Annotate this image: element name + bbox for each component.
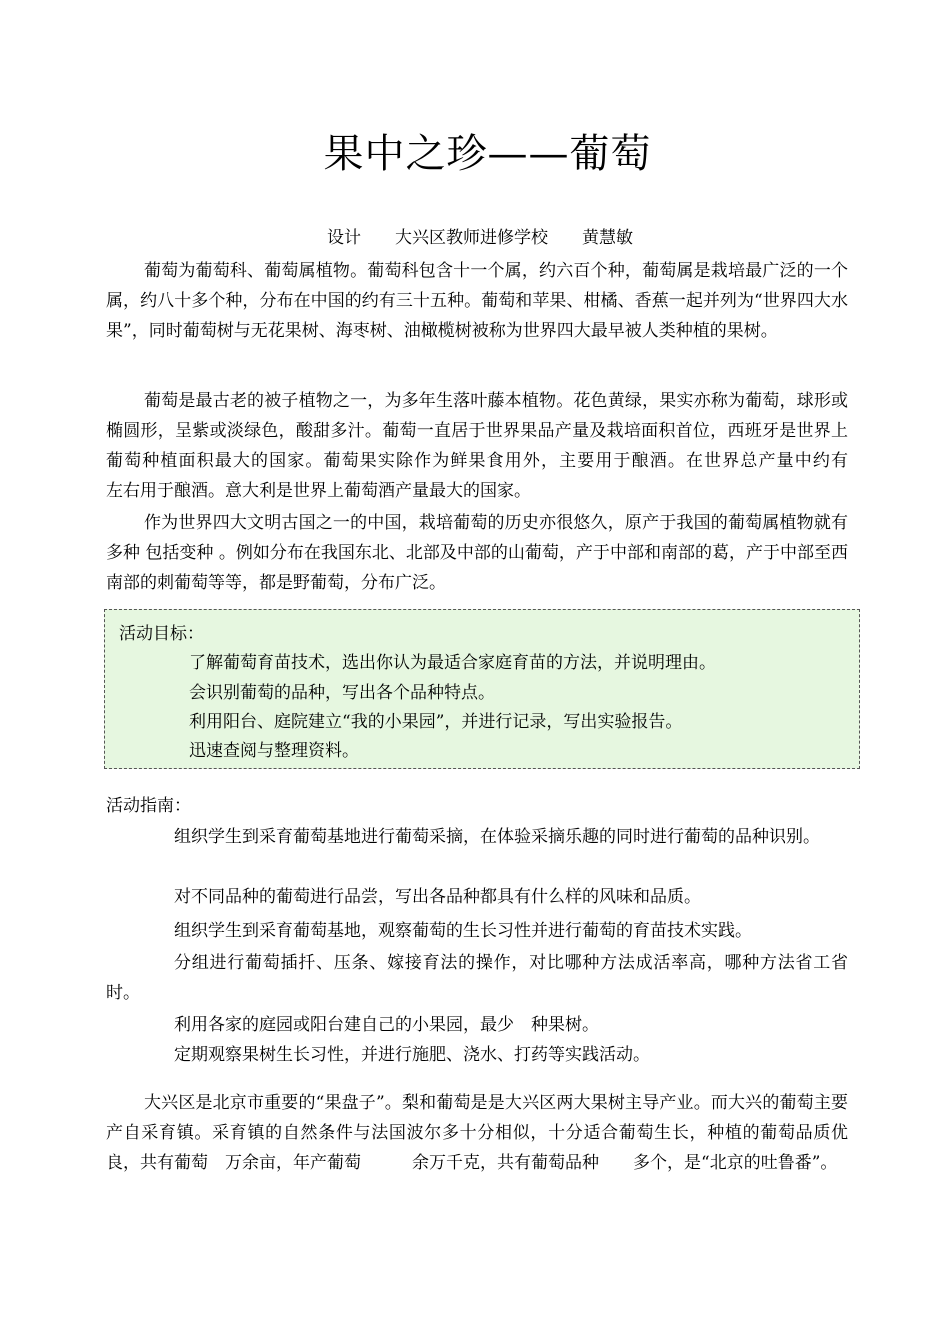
page-title: 果中之珍——葡萄: [323, 131, 652, 177]
guide-item: 组织学生到采育葡萄基地进行葡萄采摘，在体验采摘乐趣的同时进行葡萄的品种识别。: [174, 827, 820, 847]
author-byline: 设计 大兴区教师进修学校 黄慧敏: [327, 228, 633, 248]
goal-item: 利用阳台、庭院建立“我的小果园”，并进行记录，写出实验报告。: [189, 712, 683, 732]
activity-goals-box: [104, 609, 860, 769]
guide-item: 利用各家的庭园或阳台建自己的小果园，最少 种果树。: [174, 1015, 599, 1035]
guide-item: 定期观察果树生长习性，并进行施肥、浇水、打药等实践活动。: [174, 1045, 650, 1065]
intro-paragraph: 葡萄为葡萄科、葡萄属植物。葡萄科包含十一个属，约六百个种，葡萄属是栽培最广泛的一个属，约八十多个种，分布在中国的约有三十五种。葡萄和苹果、柑橘、香蕉一起并列为“世界四大水果”，同时葡萄树与无花果树、海枣树、油橄榄树被称为世界四大最早被人类种植的果树。: [106, 261, 848, 341]
goal-item: 会识别葡萄的品种，写出各个品种特点。: [189, 683, 495, 703]
botany-paragraph: 葡萄是最古老的被子植物之一，为多年生落叶藤本植物。花色黄绿，果实亦称为葡萄，球形或椭圆形，呈紫或淡绿色，酸甜多汁。葡萄一直居于世界果品产量及栽培面积首位，西班牙是世界上葡萄种植面积最大的国家。葡萄果实除作为鲜果食用外，主要用于酿酒。在世界总产量中约有 左右用于酿酒。意大利是世界上葡萄酒产量最大的国家。: [106, 391, 882, 501]
goal-item: 了解葡萄育苗技术，选出你认为最适合家庭育苗的方法，并说明理由。: [189, 653, 716, 673]
history-paragraph: 作为世界四大文明古国之一的中国，栽培葡萄的历史亦很悠久，原产于我国的葡萄属植物就有 多种 包括变种 。例如分布在我国东北、北部及中部的山葡萄，产于中部和南部的葛，产于中部至西南部的刺葡萄等等，都是野葡萄，分布广泛。: [106, 513, 882, 593]
closing-paragraph: 大兴区是北京市重要的“果盘子”。梨和葡萄是是大兴区两大果树主导产业。而大兴的葡萄主要产自采育镇。采育镇的自然条件与法国波尔多十分相似，十分适合葡萄生长，种植的葡萄品质优良，共有葡萄 万余亩，年产葡萄 余万千克，共有葡萄品种 多个，是“北京的吐鲁番”。: [106, 1093, 848, 1173]
guide-item: 分组进行葡萄插扦、压条、嫁接育法的操作，对比哪种方法成活率高，哪种方法省工省时。: [106, 953, 848, 1003]
goal-item: 迅速查阅与整理资料。: [189, 741, 359, 761]
activity-guide-heading: 活动指南：: [106, 796, 191, 816]
activity-goals-heading: 活动目标：: [119, 624, 204, 644]
guide-item: 组织学生到采育葡萄基地，观察葡萄的生长习性并进行葡萄的育苗技术实践。: [174, 921, 752, 941]
guide-item: 对不同品种的葡萄进行品尝，写出各品种都具有什么样的风味和品质。: [174, 887, 701, 907]
